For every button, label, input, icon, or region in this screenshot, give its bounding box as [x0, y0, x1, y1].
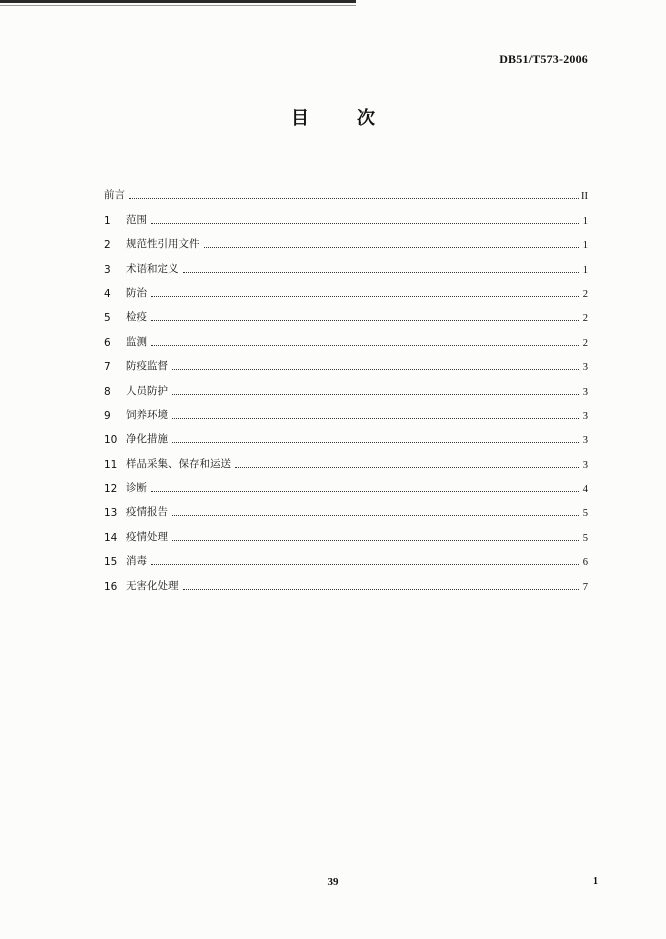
toc-entry-label: 监测 [126, 335, 147, 348]
toc-entry[interactable] [104, 202, 588, 226]
toc-entry-number: 13 [104, 507, 118, 520]
toc-dot-leader [172, 514, 579, 516]
toc-dot-leader [172, 539, 579, 541]
toc-entry[interactable] [104, 519, 588, 543]
toc-entry-page: 1 [582, 264, 588, 276]
toc-entry[interactable] [104, 422, 588, 446]
toc-dot-leader [151, 490, 579, 492]
toc-dot-leader [151, 295, 579, 297]
toc-dot-leader [183, 271, 580, 273]
toc-entry-number: 7 [104, 361, 111, 374]
toc-entry-label: 净化措施 [126, 433, 168, 446]
toc-dot-leader [183, 588, 580, 590]
toc-entry-page: 6 [582, 557, 588, 569]
toc-entry-label: 人员防护 [126, 384, 168, 397]
toc-dot-leader [235, 466, 579, 468]
toc-entry-number: 15 [104, 556, 118, 569]
toc-dot-leader [204, 246, 580, 248]
toc-entry-number: 1 [104, 214, 111, 227]
scan-edge-line [0, 5, 356, 6]
toc-entry-label: 无害化处理 [126, 579, 179, 592]
toc-entry[interactable] [104, 398, 588, 422]
toc-entry-number: 12 [104, 483, 118, 496]
toc-entry-page: II [581, 191, 588, 203]
toc-dot-leader [151, 563, 579, 565]
toc-entry[interactable] [104, 349, 588, 373]
toc-entry-label: 疫情报告 [126, 506, 168, 519]
toc-entry[interactable] [104, 471, 588, 495]
toc-entry-number: 2 [104, 239, 111, 252]
toc-entry-label: 消毒 [126, 555, 147, 568]
toc-entry-label: 饲养环境 [126, 408, 168, 421]
scan-edge-line [0, 0, 356, 3]
toc-entry-page: 4 [582, 484, 588, 496]
toc-entry-number: 11 [104, 458, 118, 471]
toc-entry-page: 5 [582, 508, 588, 520]
toc-dot-leader [151, 344, 579, 346]
toc-entry-page: 3 [582, 410, 588, 422]
toc-entry-label: 范围 [126, 213, 147, 226]
toc-entry-number: 8 [104, 385, 111, 398]
toc-title: 目次 [291, 108, 423, 129]
toc-entry-number: 4 [104, 287, 111, 300]
toc-entry-page: 3 [582, 386, 588, 398]
toc-dot-leader [151, 319, 579, 321]
toc-dot-leader [172, 393, 579, 395]
toc-entry-label: 防治 [126, 286, 147, 299]
toc-entry-number: 5 [104, 312, 111, 325]
toc-entry-number: 3 [104, 263, 111, 276]
toc-entry[interactable] [104, 373, 588, 397]
toc-entry-page: 5 [582, 532, 588, 544]
toc-entry-label: 前言 [104, 189, 125, 202]
toc-entry-number: 9 [104, 409, 111, 422]
toc-dot-leader [129, 197, 579, 199]
toc-entry[interactable] [104, 324, 588, 348]
toc-dot-leader [172, 441, 579, 443]
toc-entry-page: 2 [582, 288, 588, 300]
toc-entry-page: 3 [582, 459, 588, 471]
toc-entry-number: 14 [104, 531, 118, 544]
toc-entry-page: 3 [582, 362, 588, 374]
table-of-contents [104, 178, 588, 593]
toc-entry[interactable] [104, 227, 588, 251]
toc-entry-label: 防疫监督 [126, 360, 168, 373]
toc-entry-label: 疫情处理 [126, 530, 168, 543]
toc-entry[interactable] [104, 300, 588, 324]
toc-entry-page: 7 [582, 581, 588, 593]
toc-entry[interactable] [104, 178, 588, 202]
page-number: 39 [327, 876, 339, 888]
toc-entry-page: 1 [582, 215, 588, 227]
toc-entry[interactable] [104, 544, 588, 568]
toc-entry-label: 术语和定义 [126, 262, 179, 275]
toc-entry[interactable] [104, 251, 588, 275]
toc-entry-number: 16 [104, 580, 118, 593]
toc-entry-label: 规范性引用文件 [126, 238, 200, 251]
toc-dot-leader [172, 417, 579, 419]
standard-code: DB51/T573-2006 [499, 52, 588, 66]
toc-entry-number: 10 [104, 434, 118, 447]
toc-entry-label: 检疫 [126, 311, 147, 324]
toc-entry-page: 2 [582, 313, 588, 325]
toc-entry[interactable] [104, 276, 588, 300]
toc-entry[interactable] [104, 446, 588, 470]
toc-entry-label: 样品采集、保存和运送 [126, 457, 231, 470]
toc-entry-page: 1 [582, 240, 588, 252]
toc-dot-leader [172, 368, 579, 370]
toc-entry-page: 3 [582, 435, 588, 447]
toc-dot-leader [151, 222, 579, 224]
corner-mark: 1 [593, 876, 598, 887]
toc-entry[interactable] [104, 568, 588, 592]
toc-entry-number: 6 [104, 336, 111, 349]
toc-entry-page: 2 [582, 337, 588, 349]
toc-entry[interactable] [104, 495, 588, 519]
toc-entry-label: 诊断 [126, 482, 147, 495]
